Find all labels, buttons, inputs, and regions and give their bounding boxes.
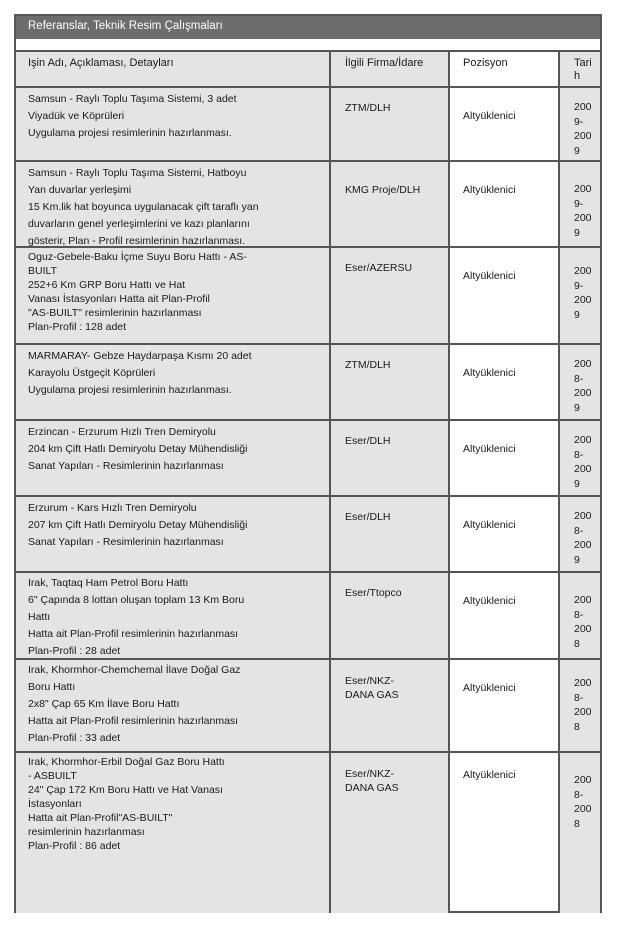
date-line: 8: [574, 817, 580, 830]
row-position: Altyüklenici: [463, 367, 516, 379]
description-line: 15 Km.lik hat boyunca uygulanacak çift taraflı yan: [28, 201, 259, 213]
spacer-row: [16, 39, 600, 52]
date-line: 9: [574, 401, 580, 414]
description-line: Viyadük ve Köprüleri: [28, 110, 125, 122]
row-firm: [331, 660, 450, 751]
date-line: 200: [574, 706, 592, 718]
row-firm: Eser/DLH: [331, 497, 450, 571]
description-line: Samsun - Raylı Toplu Taşıma Sistemi, Hatboyu: [28, 167, 247, 179]
date-line: 200: [574, 463, 592, 475]
description-line: gösterir, Plan - Profil resimlerinin hazırlanması.: [28, 235, 246, 247]
date-line: 200: [574, 539, 592, 551]
date-line: 200: [574, 294, 592, 306]
description-line: Karayolu Üstgeçit Köprüleri: [28, 367, 156, 379]
table-row: [16, 86, 600, 160]
row-date: [560, 88, 600, 160]
date-line: 200: [574, 358, 592, 370]
row-firm: [331, 753, 450, 913]
row-firm: KMG Proje/DLH: [331, 162, 450, 246]
date-line: 200: [574, 387, 592, 399]
date-line: 8: [574, 720, 580, 733]
date-line: 9: [574, 308, 580, 321]
row-description: [16, 753, 331, 913]
date-line: 8-: [574, 608, 584, 621]
date-line: 200: [574, 803, 592, 815]
description-line: Yan duvarlar yerleşimi: [28, 184, 132, 196]
date-line: 200: [574, 623, 592, 635]
date-line: 200: [574, 183, 592, 195]
date-line: 8: [574, 637, 580, 650]
table-row: [16, 658, 600, 751]
description-line: Plan-Profil : 33 adet: [28, 732, 121, 744]
table-row: [16, 246, 600, 343]
date-line: 200: [574, 774, 592, 786]
description-line: Hatta ait Plan-Profil resimlerinin hazırlanması: [28, 628, 239, 640]
description-line: duvarların genel yerleşimlerini ve kazı planlarını: [28, 218, 250, 230]
header-date-line: h: [574, 70, 581, 82]
description-line: Erzincan - Erzurum Hızlı Tren Demiryolu: [28, 426, 216, 438]
description-line: Hatta ait Plan-Profil resimlerinin hazırlanması: [28, 715, 239, 727]
description-line: Sanat Yapıları - Resimlerinin hazırlanması: [28, 536, 224, 548]
row-date: [560, 345, 600, 419]
table-row: [16, 571, 600, 658]
description-line: Oguz-Gebele-Baku İçme Suyu Boru Hattı - AS-: [28, 251, 247, 263]
date-line: 8-: [574, 788, 584, 801]
description-line: Irak, Khormhor-Erbil Doğal Gaz Boru Hattı: [28, 756, 225, 768]
row-date: [560, 248, 600, 343]
date-line: 9-: [574, 279, 584, 292]
date-line: 9: [574, 477, 580, 490]
row-description: [16, 88, 331, 160]
description-line: Uygulama projesi resimlerinin hazırlanması.: [28, 384, 232, 396]
date-line: 200: [574, 434, 592, 446]
reference-table: [14, 14, 602, 913]
description-line: 204 km Çift Hatlı Demiryolu Detay Mühendisliği: [28, 443, 248, 455]
date-line: 200: [574, 101, 592, 113]
table-title: Referanslar, Teknik Resim Çalışmaları: [16, 16, 600, 39]
row-position: Altyüklenici: [463, 184, 516, 196]
row-position: Altyüklenici: [463, 595, 516, 607]
row-date: [560, 421, 600, 495]
row-date: [560, 753, 600, 913]
description-line: İstasyonları: [28, 798, 82, 810]
date-line: 8-: [574, 691, 584, 704]
description-line: Plan-Profil : 128 adet: [28, 321, 127, 333]
date-line: 200: [574, 265, 592, 277]
description-line: Irak, Taqtaq Ham Petrol Boru Hattı: [28, 577, 189, 589]
firm-line: Eser/NKZ-: [345, 768, 395, 780]
firm-line: DANA GAS: [345, 689, 399, 701]
header-date: [560, 52, 600, 86]
date-line: 200: [574, 130, 592, 142]
description-line: Plan-Profil : 28 adet: [28, 645, 121, 657]
row-description: [16, 497, 331, 571]
table-row: [16, 160, 600, 246]
column-divider: [448, 52, 450, 913]
header-position: Pozisyon: [463, 57, 508, 69]
row-description: [16, 421, 331, 495]
row-description: [16, 345, 331, 419]
header-firm: İlgili Firma/İdare: [331, 52, 450, 86]
row-position: Altyüklenici: [463, 270, 516, 282]
row-description: [16, 660, 331, 751]
description-line: Sanat Yapıları - Resimlerinin hazırlanması: [28, 460, 224, 472]
row-position: Altyüklenici: [463, 443, 516, 455]
description-line: MARMARAY- Gebze Haydarpaşa Kısmı 20 adet: [28, 350, 252, 362]
date-line: 200: [574, 677, 592, 689]
row-position: Altyüklenici: [463, 682, 516, 694]
row-firm: Eser/AZERSU: [331, 248, 450, 343]
row-description: [16, 248, 331, 343]
description-line: Uygulama projesi resimlerinin hazırlanması.: [28, 127, 232, 139]
date-line: 9-: [574, 197, 584, 210]
table-row: [16, 751, 600, 913]
description-line: 207 km Çift Hatlı Demiryolu Detay Mühendisliği: [28, 519, 248, 531]
date-line: 9-: [574, 115, 584, 128]
header-description: Işin Adı, Açıklaması, Detayları: [16, 52, 331, 86]
description-line: Samsun - Raylı Toplu Taşıma Sistemi, 3 adet: [28, 93, 237, 105]
table-row: [16, 419, 600, 495]
row-firm: Eser/DLH: [331, 421, 450, 495]
description-line: Hatta ait Plan-Profil"AS-BUILT": [28, 812, 173, 824]
description-line: Vanası İstasyonları Hatta ait Plan-Profil: [28, 293, 210, 305]
row-description: [16, 573, 331, 658]
description-line: BUILT: [28, 265, 57, 277]
date-line: 200: [574, 510, 592, 522]
date-line: 8-: [574, 372, 584, 385]
description-line: 24" Çap 172 Km Boru Hattı ve Hat Vanası: [28, 784, 223, 796]
date-line: 8-: [574, 524, 584, 537]
description-line: Plan-Profil : 86 adet: [28, 840, 121, 852]
table-row: [16, 343, 600, 419]
header-date-line: Tari: [574, 57, 592, 69]
description-line: - ASBUILT: [28, 770, 77, 782]
firm-line: DANA GAS: [345, 782, 399, 794]
description-line: "AS-BUILT" resimlerinin hazırlanması: [28, 307, 202, 319]
description-line: Irak, Khormhor-Chemchemal İlave Doğal Gaz: [28, 664, 241, 676]
row-date: [560, 162, 600, 246]
description-line: Boru Hattı: [28, 681, 76, 693]
table-row: [16, 495, 600, 571]
column-divider: [329, 52, 331, 913]
date-line: 9: [574, 226, 580, 239]
date-line: 9: [574, 553, 580, 566]
row-date: [560, 497, 600, 571]
row-date: [560, 573, 600, 658]
description-line: 6" Çapında 8 lottan oluşan toplam 13 Km Boru: [28, 594, 245, 606]
date-line: 8-: [574, 448, 584, 461]
date-line: 200: [574, 212, 592, 224]
date-line: 200: [574, 594, 592, 606]
column-divider: [558, 52, 560, 913]
row-description: [16, 162, 331, 246]
row-firm: Eser/Ttopco: [331, 573, 450, 658]
row-firm: ZTM/DLH: [331, 88, 450, 160]
table-header: [16, 52, 600, 86]
row-firm: ZTM/DLH: [331, 345, 450, 419]
description-line: Hattı: [28, 611, 51, 623]
firm-line: Eser/NKZ-: [345, 675, 395, 687]
row-position: Altyüklenici: [463, 769, 516, 781]
description-line: 252+6 Km GRP Boru Hattı ve Hat: [28, 279, 186, 291]
row-position: Altyüklenici: [463, 110, 516, 122]
description-line: 2x8" Çap 65 Km İlave Boru Hattı: [28, 698, 180, 710]
description-line: resimlerinin hazırlanması: [28, 826, 145, 838]
row-position: Altyüklenici: [463, 519, 516, 531]
date-line: 9: [574, 144, 580, 157]
description-line: Erzurum - Kars Hızlı Tren Demiryolu: [28, 502, 197, 514]
row-date: [560, 660, 600, 751]
